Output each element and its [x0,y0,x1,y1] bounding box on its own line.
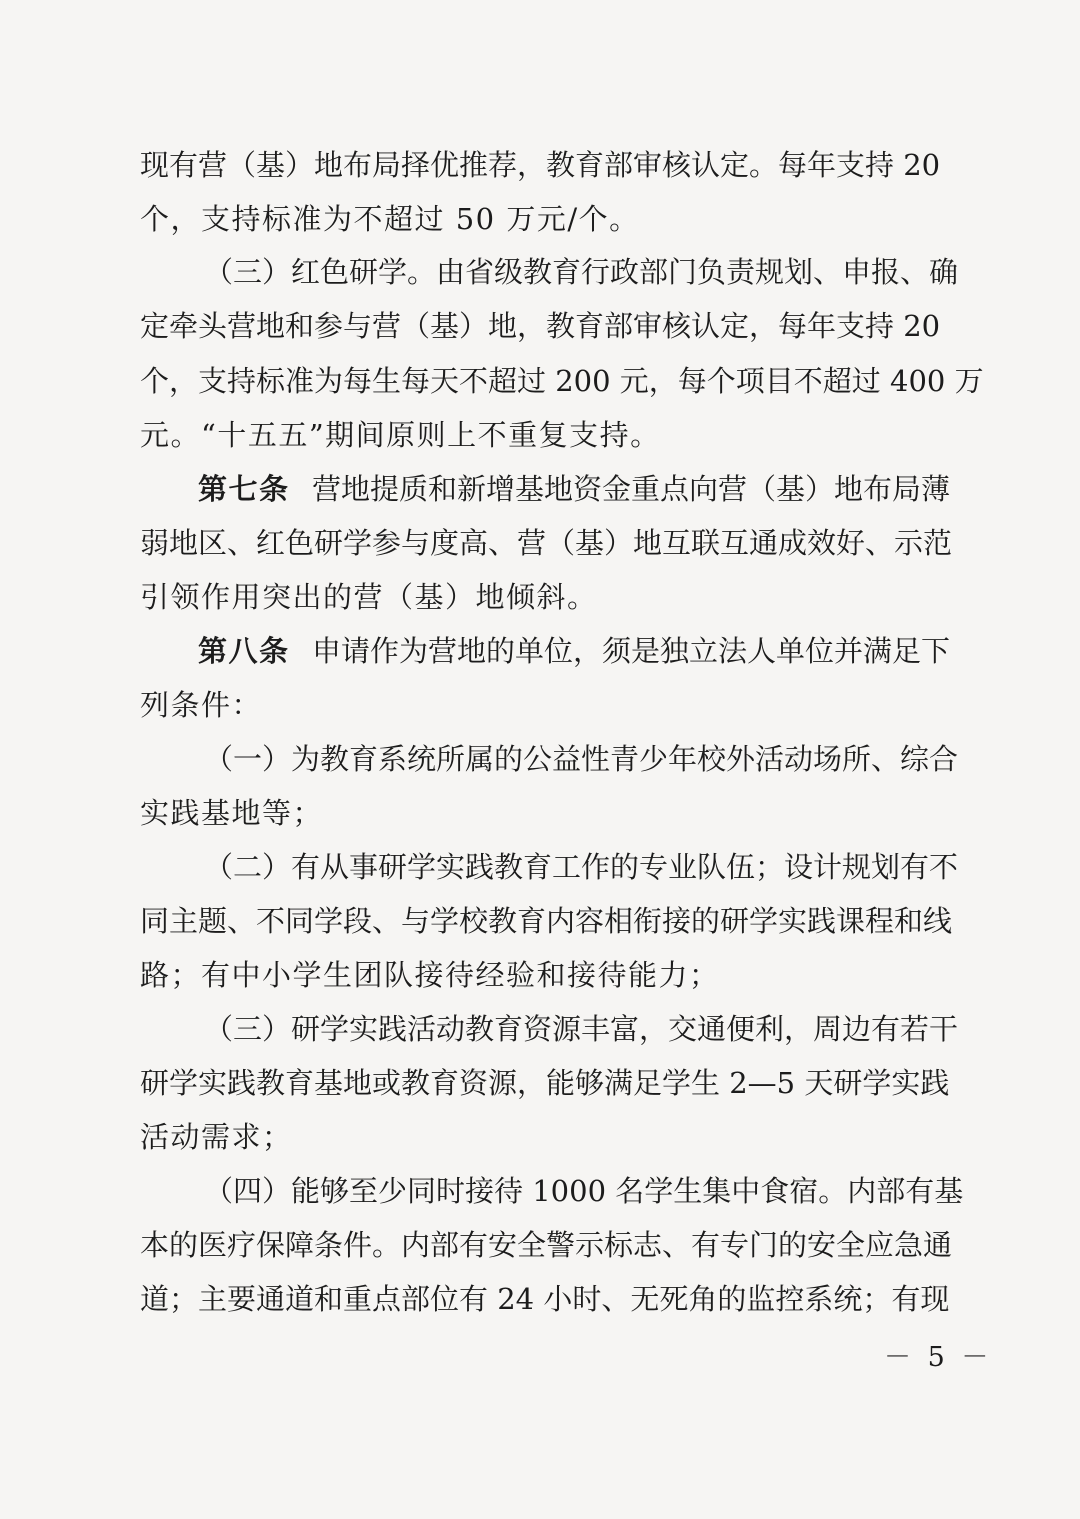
text-line: 本的医疗保障条件。内部有安全警示标志、有专门的安全应急通 [140,1228,953,1262]
text-line: 个，支持标准为不超过 50 万元/个。 [140,202,640,236]
text-line: 现有营（基）地布局择优推荐，教育部审核认定。每年支持 20 [140,148,941,182]
text-line: （一）为教育系统所属的公益性青少年校外活动场所、综合 [204,742,959,776]
text-line: （二）有从事研学实践教育工作的专业队伍；设计规划有不 [204,850,959,884]
text-line: 引领作用突出的营（基）地倾斜。 [140,580,598,614]
text-line: 活动需求； [140,1120,293,1154]
text-line: 营地提质和新增基地资金重点向营（基）地布局薄 [312,472,951,506]
text-line: 路；有中小学生团队接待经验和接待能力； [140,958,720,992]
article-8-label: 第八条 [198,634,290,668]
text-line: （三）红色研学。由省级教育行政部门负责规划、申报、确 [204,255,959,289]
text-line: 研学实践教育基地或教育资源，能够满足学生 2—5 天研学实践 [140,1066,950,1100]
text-line: （三）研学实践活动教育资源丰富，交通便利，周边有若干 [204,1012,959,1046]
text-line: 列条件： [140,688,263,722]
text-line: 实践基地等； [140,796,324,830]
text-line: 元。“十五五”期间原则上不重复支持。 [140,418,661,452]
text-line: 道；主要通道和重点部位有 24 小时、无死角的监控系统；有现 [140,1282,950,1316]
text-line: 个，支持标准为每生每天不超过 200 元，每个项目不超过 400 万 [140,364,984,398]
page-number: － 5 － [884,1342,993,1373]
text-line: 申请作为营地的单位，须是独立法人单位并满足下 [312,634,951,668]
article-7-label: 第七条 [198,472,290,506]
text-line: （四）能够至少同时接待 1000 名学生集中食宿。内部有基 [204,1174,964,1208]
text-line: 同主题、不同学段、与学校教育内容相衔接的研学实践课程和线 [140,904,953,938]
text-line: 定牵头营地和参与营（基）地，教育部审核认定，每年支持 20 [140,309,941,343]
text-line: 弱地区、红色研学参与度高、营（基）地互联互通成效好、示范 [140,526,953,560]
